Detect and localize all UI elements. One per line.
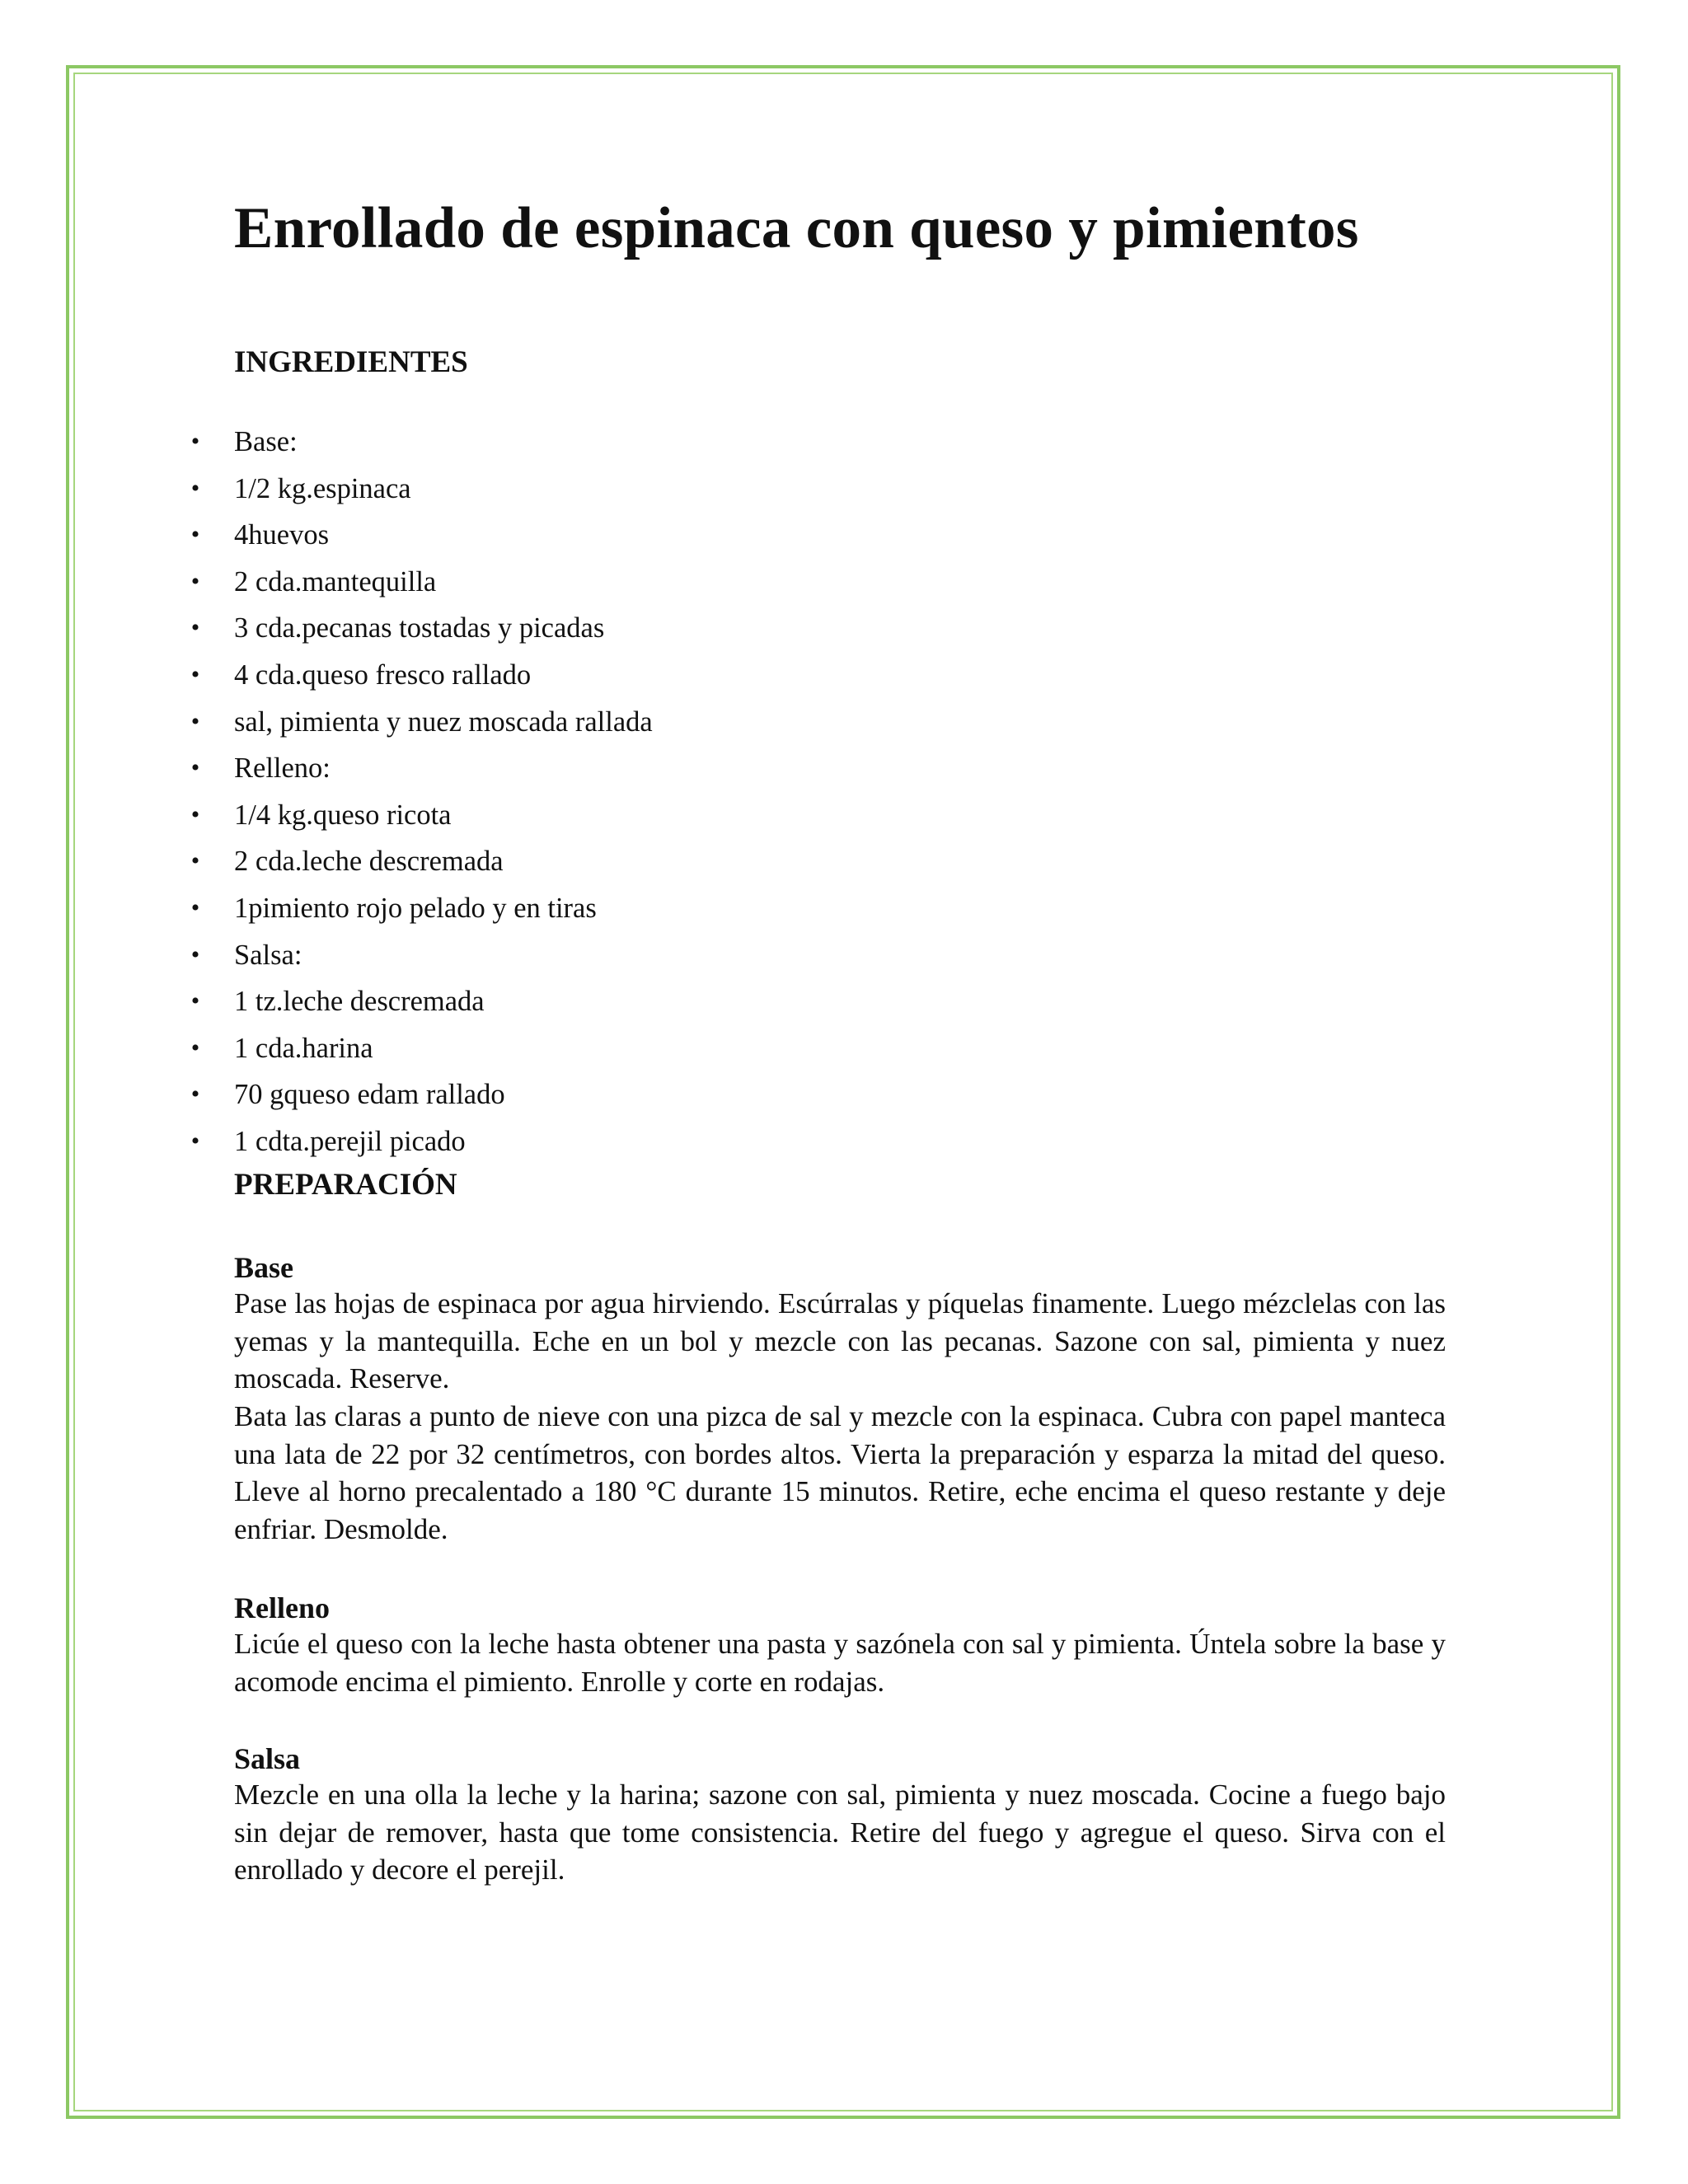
- bullet-icon: •: [190, 1080, 200, 1108]
- bullet-icon: •: [190, 940, 200, 968]
- ingredient-item: • 2 cda.mantequilla: [234, 559, 653, 606]
- ingredient-item: • 2 cda.leche descremada: [234, 838, 653, 885]
- ingredient-item: • 1/2 kg.espinaca: [234, 466, 653, 513]
- preparation-heading: PREPARACIÓN: [234, 1168, 457, 1202]
- salsa-heading: Salsa: [234, 1742, 301, 1775]
- base-paragraph-2: Bata las claras a punto de nieve con una pizca de sal y mezcle con la espinaca. Cubra con papel manteca una lata de 22 por 32 centímetros, con bordes altos. Vierta la preparación y esparza la mitad del queso. Lleve al horno precalentado a 180 °C durante 15 minutos. Retire, eche encima el queso restante y deje enfriar. Desmolde.: [234, 1400, 1446, 1545]
- recipe-title: Enrollado de espinaca con queso y pimientos: [234, 196, 1359, 260]
- relleno-heading: Relleno: [234, 1591, 330, 1624]
- bullet-icon: •: [190, 614, 200, 642]
- bullet-icon: •: [190, 1127, 200, 1155]
- ingredient-item: • 1 tz.leche descremada: [234, 978, 653, 1025]
- bullet-icon: •: [190, 428, 200, 455]
- ingredient-item: • Base:: [234, 419, 653, 466]
- ingredient-item: • 1pimiento rojo pelado y en tiras: [234, 885, 653, 932]
- bullet-icon: •: [190, 800, 200, 828]
- bullet-icon: •: [190, 754, 200, 782]
- base-paragraph-1: Pase las hojas de espinaca por agua hirviendo. Escúrralas y píquelas finamente. Luego mézclelas con las yemas y la mantequilla. Eche en un bol y mezcle con las pecanas. Sazone con sal, pimienta y nuez moscada. Reserve.: [234, 1287, 1446, 1394]
- ingredient-item: • 1/4 kg.queso ricota: [234, 792, 653, 839]
- bullet-icon: •: [190, 847, 200, 875]
- relleno-paragraph: Licúe el queso con la leche hasta obtener una pasta y sazónela con sal y pimienta. Úntela sobre la base y acomode encima el pimiento. Enrolle y corte en rodajas.: [234, 1628, 1446, 1698]
- base-heading: Base: [234, 1251, 293, 1284]
- bullet-icon: •: [190, 521, 200, 549]
- bullet-icon: •: [190, 474, 200, 502]
- ingredient-item: • 1 cda.harina: [234, 1025, 653, 1072]
- bullet-icon: •: [190, 707, 200, 735]
- bullet-icon: •: [190, 567, 200, 595]
- bullet-icon: •: [190, 1033, 200, 1062]
- ingredients-list: [190, 419, 653, 1165]
- ingredient-item: • 1 cdta.perejil picado: [234, 1118, 653, 1165]
- ingredient-item: • 3 cda.pecanas tostadas y picadas: [234, 605, 653, 652]
- ingredient-item: • sal, pimienta y nuez moscada rallada: [234, 699, 653, 746]
- ingredient-item: • 70 gqueso edam rallado: [234, 1071, 653, 1118]
- ingredient-item: • Relleno:: [234, 745, 653, 792]
- ingredient-item: • 4huevos: [234, 512, 653, 559]
- salsa-paragraph: Mezcle en una olla la leche y la harina; sazone con sal, pimienta y nuez moscada. Cocine a fuego bajo sin dejar de remover, hasta que tome consistencia. Retire del fuego y agregue el queso. Sirva con el enrollado y decore el perejil.: [234, 1779, 1446, 1886]
- ingredient-item: • Salsa:: [234, 932, 653, 979]
- ingredients-heading: INGREDIENTES: [234, 345, 468, 379]
- bullet-icon: •: [190, 893, 200, 921]
- ingredient-item: • 4 cda.queso fresco rallado: [234, 652, 653, 699]
- bullet-icon: •: [190, 660, 200, 688]
- bullet-icon: •: [190, 987, 200, 1015]
